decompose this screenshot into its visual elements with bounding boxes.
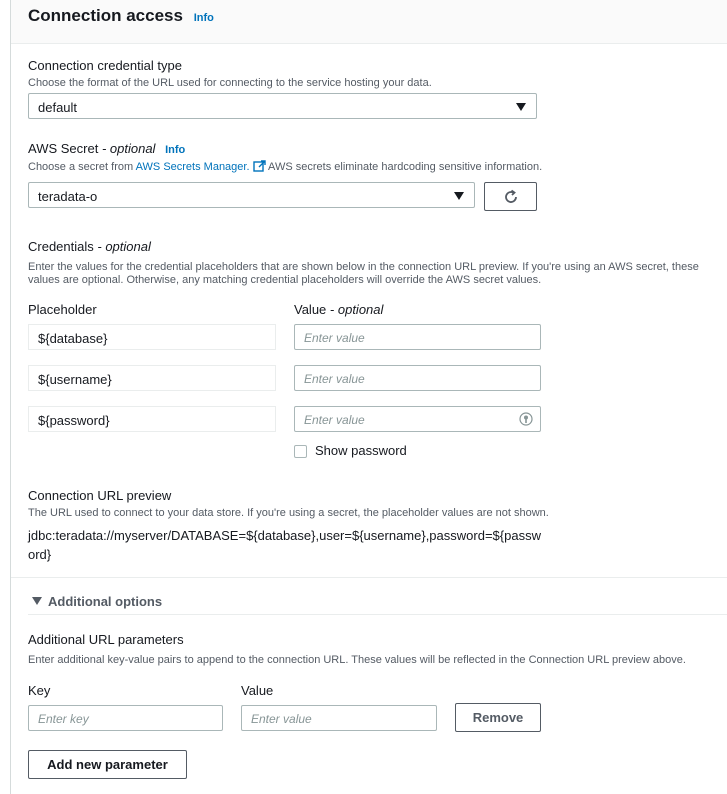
- aws-secrets-manager-link[interactable]: AWS Secrets Manager.: [135, 161, 250, 173]
- section-title-text: Connection access: [28, 6, 183, 25]
- url-preview-value: [28, 526, 541, 564]
- value-header-optional: - optional: [329, 302, 384, 317]
- credentials-description: [28, 261, 718, 287]
- aws-secret-description-prefix: Choose a secret from: [28, 161, 134, 173]
- url-preview-description: The URL used to connect to your data store. If you're using a secret, the placeholder values are not shown.: [28, 507, 549, 519]
- database-value-input[interactable]: Enter value: [294, 324, 541, 350]
- username-value-input[interactable]: Enter value: [294, 365, 541, 391]
- remove-button[interactable]: Remove: [455, 703, 541, 732]
- additional-url-params-label: Additional URL parameters: [28, 632, 184, 647]
- additional-divider: [28, 614, 727, 615]
- info-link[interactable]: Info: [193, 12, 214, 24]
- credential-type-select[interactable]: [28, 93, 537, 119]
- aws-secret-label: [28, 141, 185, 156]
- password-placeholder-text: Enter value: [304, 413, 365, 427]
- aws-secret-info-link[interactable]: Info: [165, 144, 186, 156]
- left-border: [10, 0, 11, 794]
- caret-down-icon: [454, 192, 464, 200]
- credential-type-label: Connection credential type: [28, 58, 182, 73]
- caret-down-icon: [516, 103, 526, 111]
- placeholder-password: ${password}: [28, 406, 276, 432]
- key-header: Key: [28, 683, 51, 698]
- add-new-parameter-button[interactable]: Add new parameter: [28, 750, 187, 779]
- param-value-header: Value: [241, 683, 274, 698]
- placeholder-database: ${database}: [28, 324, 276, 350]
- show-password-label[interactable]: Show password: [315, 443, 407, 458]
- credentials-label: [28, 239, 151, 254]
- placeholder-header: Placeholder: [28, 302, 97, 317]
- section-divider: [11, 577, 727, 578]
- additional-url-params-description: Enter additional key-value pairs to append to the connection URL. These values will be reflected in the Connection URL preview above.: [28, 654, 686, 666]
- additional-options-label: Additional options: [48, 594, 163, 609]
- password-key-icon[interactable]: [519, 412, 533, 426]
- external-link-icon[interactable]: [253, 160, 266, 172]
- aws-secret-optional: - optional: [101, 141, 156, 156]
- aws-secret-label-text: AWS Secret: [28, 141, 99, 156]
- additional-options-toggle[interactable]: [32, 594, 162, 609]
- credential-type-description: Choose the format of the URL used for connecting to the service hosting your data.: [28, 77, 432, 89]
- credentials-optional: - optional: [97, 239, 151, 254]
- url-preview-line2: ord}: [28, 547, 52, 562]
- placeholder-username: ${username}: [28, 365, 276, 391]
- credentials-description-line2: values are optional. Otherwise, any matching credential placeholders will override the AWS secret values.: [28, 274, 542, 286]
- key-input[interactable]: Enter key: [28, 705, 223, 731]
- credential-type-value: default: [38, 100, 78, 115]
- aws-secret-description: [28, 160, 542, 173]
- value-header-text: Value: [294, 302, 327, 317]
- caret-down-icon: [32, 597, 42, 605]
- section-title: [28, 6, 214, 26]
- aws-secret-value: teradata-o: [38, 189, 98, 204]
- url-preview-label: Connection URL preview: [28, 488, 172, 503]
- refresh-button[interactable]: [484, 182, 537, 211]
- password-value-input[interactable]: [294, 406, 541, 432]
- param-value-input[interactable]: Enter value: [241, 705, 437, 731]
- url-preview-line1: jdbc:teradata://myserver/DATABASE=${database},user=${username},password=${passw: [28, 528, 541, 543]
- aws-secret-description-suffix: AWS secrets eliminate hardcoding sensitive information.: [268, 161, 543, 173]
- show-password-checkbox[interactable]: [294, 445, 307, 458]
- credentials-label-text: Credentials: [28, 239, 94, 254]
- refresh-icon: [503, 189, 519, 205]
- value-header: [294, 302, 383, 317]
- aws-secret-select[interactable]: [28, 182, 475, 208]
- credentials-description-line1: Enter the values for the credential placeholders that are shown below in the connection URL preview. If you're using an AWS secret, these: [28, 261, 699, 273]
